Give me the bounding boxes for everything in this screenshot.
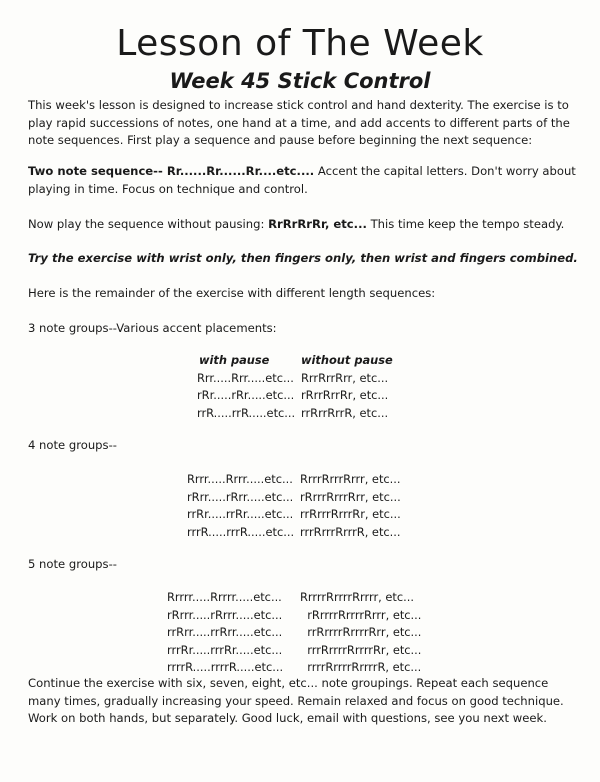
table-row [187, 506, 401, 524]
table-row [187, 489, 401, 507]
three-note-header-row [197, 352, 393, 370]
with-pause-cell: rrRrr.....rrRrr.....etc... [167, 625, 283, 639]
with-pause-header: with pause [199, 353, 270, 367]
try-exercise-line: Try the exercise with wrist only, then fingers only, then wrist and fingers combined. [28, 251, 578, 265]
without-pause-cell: RrrrrRrrrrRrrrr, etc... [300, 590, 414, 604]
without-pause-cell: rrrRrrrRrrrR, etc... [300, 524, 401, 539]
table-row [187, 524, 401, 542]
table-row [167, 642, 421, 660]
with-pause-cell: Rrrr.....Rrrr.....etc... [187, 472, 293, 486]
with-pause-cell: rrRr.....rrRr.....etc... [187, 507, 294, 521]
no-pause-rest: This time keep the tempo steady. [366, 217, 565, 231]
with-pause-cell: rrrRr.....rrrRr.....etc... [167, 642, 283, 657]
five-note-heading: 5 note groups-- [28, 557, 117, 571]
without-pause-header: without pause [301, 353, 393, 367]
remainder-line: Here is the remainder of the exercise with different length sequences: [28, 286, 436, 300]
table-row [197, 405, 393, 423]
table-row [197, 387, 393, 405]
with-pause-cell: rRrr.....rRrr.....etc... [187, 489, 294, 504]
table-row [167, 659, 421, 677]
with-pause-cell: rRr.....rRr.....etc... [197, 388, 295, 402]
without-pause-cell: rrrrRrrrrRrrrrR, etc... [300, 660, 422, 674]
three-note-heading: 3 note groups--Various accent placements: [28, 321, 277, 335]
with-pause-cell: rRrrr.....rRrrr.....etc... [167, 607, 283, 622]
three-note-table [197, 352, 393, 422]
two-note-sequence: Two note sequence-- Rr......Rr......Rr....etc.... [28, 164, 315, 178]
intro-paragraph: This week's lesson is designed to increase stick control and hand dexterity. The exercise is to play rapid successions of notes, one hand at a time, and add accents to different parts of the note sequences. First play a sequence and pause before beginning the next sequence: [28, 98, 570, 147]
with-pause-cell: Rrr.....Rrr.....etc... [197, 370, 294, 385]
table-row [167, 607, 421, 625]
table-row [197, 370, 393, 388]
no-pause-sequence: RrRrRrRr, etc... [268, 217, 367, 231]
page-title: Lesson of The Week [116, 23, 484, 64]
two-note-instructions: Accent the capital letters. Don't worry about playing in time. Focus on technique and control. [28, 164, 576, 196]
table-row [167, 589, 421, 607]
without-pause-cell: rRrrrrRrrrrRrrr, etc... [300, 607, 422, 622]
with-pause-cell: rrrR.....rrrR.....etc... [187, 524, 295, 539]
table-row [167, 624, 421, 642]
with-pause-cell: rrrrR.....rrrrR.....etc... [167, 660, 284, 674]
without-pause-cell: RrrRrrRrr, etc... [301, 370, 389, 385]
without-pause-cell: rrrRrrrrRrrrrRr, etc... [300, 642, 422, 657]
four-note-heading: 4 note groups-- [28, 438, 117, 452]
no-pause-lead: Now play the sequence without pausing: [28, 217, 269, 231]
without-pause-cell: RrrrRrrrRrrr, etc... [300, 472, 401, 486]
no-pause-paragraph [28, 216, 580, 234]
without-pause-cell: rrRrrRrrR, etc... [301, 405, 389, 420]
five-note-table [167, 589, 421, 677]
with-pause-cell: rrR.....rrR.....etc... [197, 405, 296, 420]
without-pause-cell: rRrrrRrrrRrr, etc... [300, 489, 401, 504]
without-pause-cell: rrRrrrrRrrrrRrr, etc... [300, 625, 422, 639]
table-row [187, 471, 401, 489]
with-pause-cell: Rrrrr.....Rrrrr.....etc... [167, 590, 282, 604]
two-note-paragraph [28, 163, 580, 198]
closing-paragraph: Continue the exercise with six, seven, eight, etc... note groupings. Repeat each sequence many times, gradually increasing your speed. Remain relaxed and focus on good technique. Work on both hands, but separately. Good luck, email with questions, see you next week. [28, 676, 564, 725]
without-pause-cell: rrRrrrRrrrRr, etc... [300, 507, 401, 521]
page-subtitle: Week 45 Stick Control [169, 69, 431, 93]
without-pause-cell: rRrrRrrRr, etc... [301, 388, 389, 402]
four-note-table [187, 471, 401, 541]
